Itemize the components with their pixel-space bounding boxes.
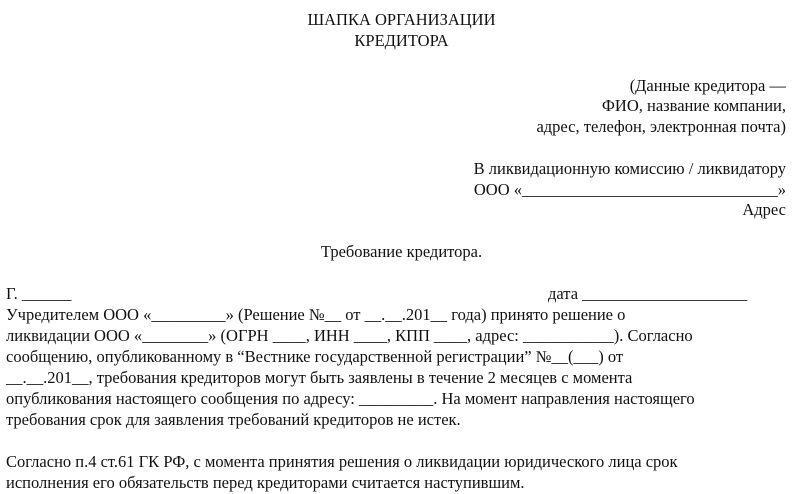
header-line-1: ШАПКА ОРГАНИЗАЦИИ bbox=[307, 10, 496, 29]
date-field: дата ____________________ bbox=[548, 284, 748, 303]
body-paragraph-line: ликвидации ООО «________» (ОГРН ____, ИНН ____, КПП ____, адрес: ___________). Согласно bbox=[6, 326, 693, 345]
final-paragraph-line: Согласно п.4 ст.61 ГК РФ, с момента принятия решения о ликвидации юридического лица срок bbox=[6, 452, 678, 471]
body-paragraph-line: опубликования настоящего сообщения по адресу: _________. На момент направления настоящего bbox=[6, 389, 695, 408]
creditor-info-line-3: адрес, телефон, электронная почта) bbox=[536, 117, 786, 136]
creditor-info-line-1: (Данные кредитора — bbox=[629, 76, 786, 95]
body-paragraph-line: Учредителем ООО «_________» (Решение №__ от __.__.201__ года) принято решение о bbox=[6, 305, 626, 324]
body-paragraph-line: требования срок для заявления требований кредиторов не истек. bbox=[6, 410, 461, 429]
recipient-address: Адрес bbox=[742, 200, 786, 219]
recipient-line-1: В ликвидационную комиссию / ликвидатору bbox=[473, 159, 786, 178]
document-title: Требование кредитора. bbox=[320, 242, 483, 261]
header-line-2: КРЕДИТОРА bbox=[354, 31, 449, 50]
body-paragraph-line: сообщению, опубликованному в “Вестнике государственной регистрации” №__(___) от bbox=[6, 347, 624, 366]
creditor-info-line-2: ФИО, название компании, bbox=[601, 96, 786, 115]
recipient-company: ООО «_______________________________» bbox=[473, 180, 786, 199]
place-field: Г. ______ bbox=[6, 284, 72, 303]
body-paragraph-line: __.__.201__, требования кредиторов могут быть заявлены в течение 2 месяцев с момента bbox=[6, 368, 633, 387]
final-paragraph-line: исполнения его обязательств перед кредиторами считается наступившим. bbox=[6, 473, 525, 492]
